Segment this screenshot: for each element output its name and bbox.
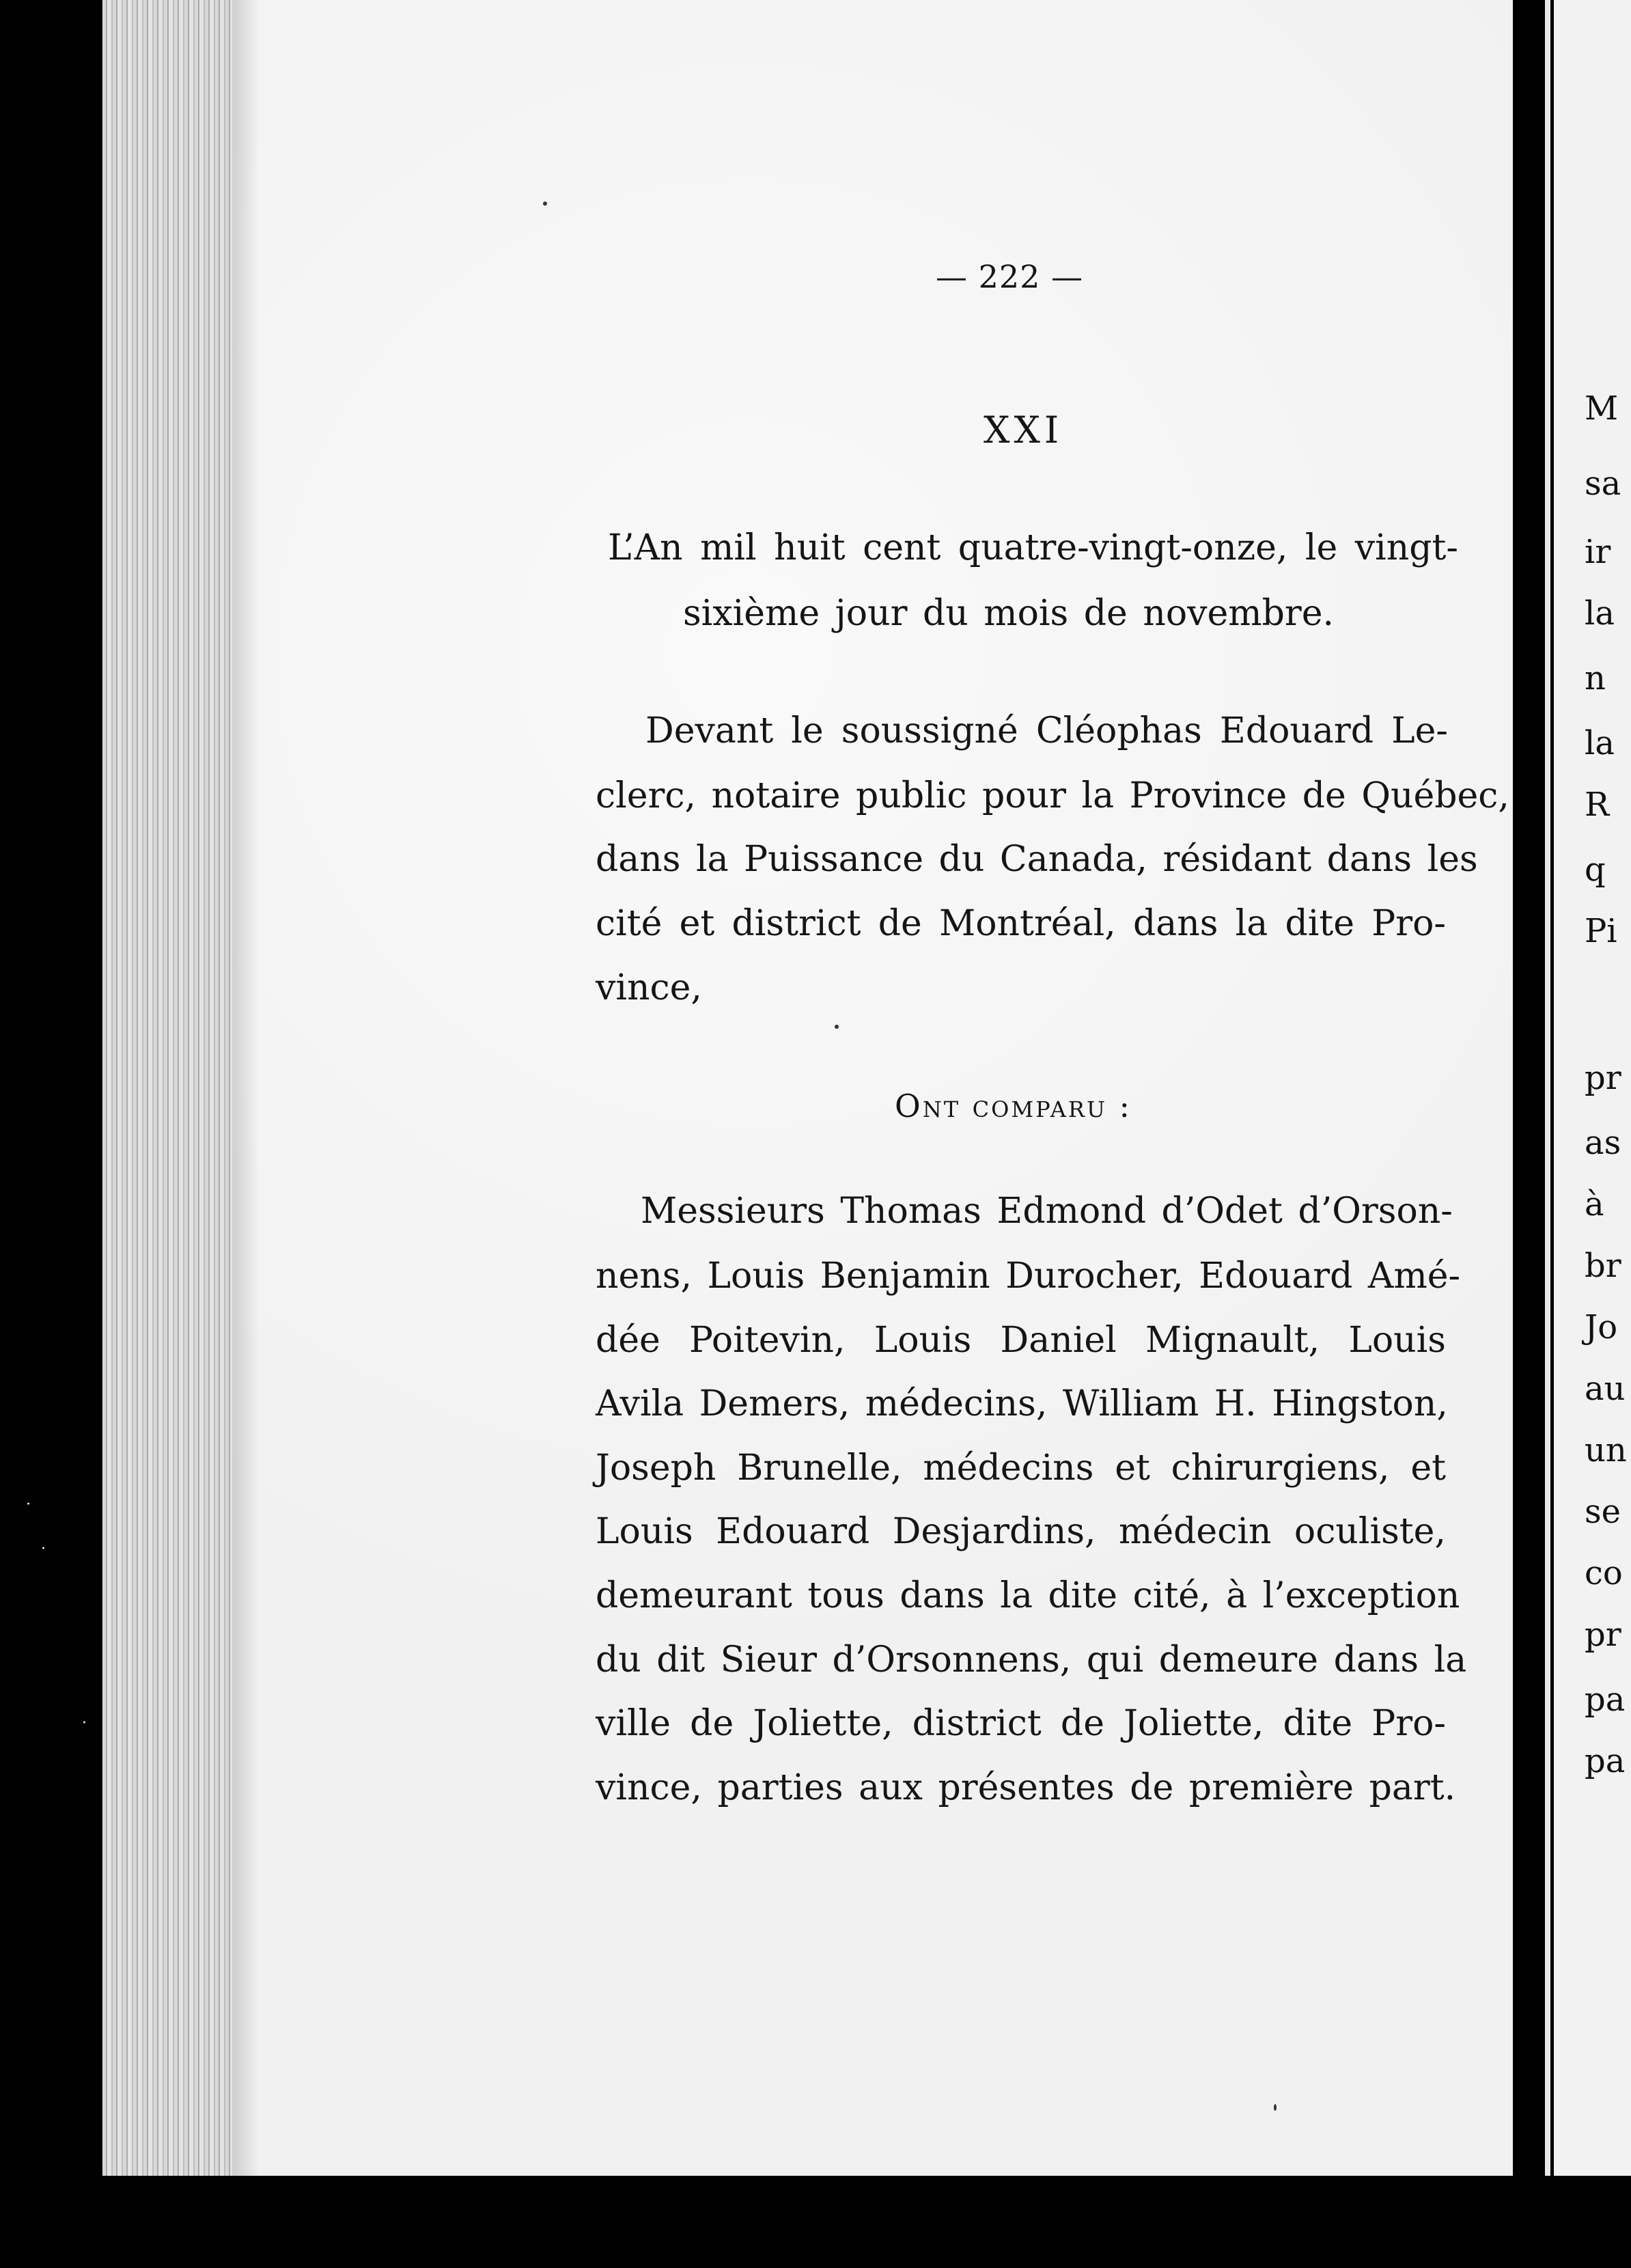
facing-fragment: sa <box>1585 465 1621 503</box>
facing-fragment: pa <box>1585 1681 1626 1719</box>
comparants-line: demeurant tous dans la dite cité, à l’exception <box>596 1575 1460 1616</box>
page-shadow <box>232 0 260 2176</box>
page-edge-stack <box>102 0 246 2176</box>
facing-fragment: un <box>1585 1431 1627 1469</box>
book-page <box>232 0 1527 2176</box>
facing-fragment: pr <box>1585 1059 1621 1097</box>
devant-line: clerc, notaire public pour la Province de Québec, <box>596 775 1509 816</box>
comparants-line: du dit Sieur d’Orsonnens, qui demeure dans la <box>596 1640 1467 1681</box>
facing-fragment: as <box>1585 1124 1621 1162</box>
facing-fragment: la <box>1585 724 1615 762</box>
comparants-line: Louis Edouard Desjardins, médecin oculiste, <box>596 1511 1446 1552</box>
comparants-line: ville de Joliette, district de Joliette, dite Pro- <box>596 1703 1446 1744</box>
paper-speck <box>543 202 547 206</box>
devant-line: Devant le soussigné Cléophas Edouard Le- <box>645 710 1448 751</box>
facing-fragment: br <box>1585 1247 1621 1285</box>
ont-comparu-heading: Ont comparu : <box>895 1088 1132 1124</box>
opening-line: L’An mil huit cent quatre-vingt-onze, le vingt- <box>608 527 1458 568</box>
facing-fragment: au <box>1585 1370 1626 1408</box>
comparants-line: Avila Demers, médecins, William H. Hingston, <box>596 1383 1448 1424</box>
facing-page <box>1554 0 1631 2268</box>
facing-fragment: R <box>1585 786 1610 824</box>
comparants-line: Joseph Brunelle, médecins et chirurgiens, et <box>596 1448 1446 1489</box>
facing-fragment: Jo <box>1585 1308 1618 1346</box>
opening-line: sixième jour du mois de novembre. <box>683 593 1335 634</box>
comparants-line: Messieurs Thomas Edmond d’Odet d’Orson- <box>641 1191 1453 1232</box>
facing-fragment: se <box>1585 1493 1621 1531</box>
facing-fragment: pr <box>1585 1616 1621 1654</box>
facing-fragment: Pi <box>1585 912 1617 950</box>
scan-artifact: · <box>41 1540 46 1558</box>
comparants-line: dée Poitevin, Louis Daniel Mignault, Louis <box>596 1320 1446 1361</box>
facing-fragment: ir <box>1585 533 1611 571</box>
page-number: — 222 — <box>936 258 1084 295</box>
facing-fragment: la <box>1585 594 1615 633</box>
scan-artifact: · <box>26 1496 31 1513</box>
chapter-heading: XXI <box>984 409 1063 452</box>
comparants-line: vince, parties aux présentes de première part. <box>596 1767 1456 1808</box>
facing-fragment: pa <box>1585 1742 1626 1780</box>
paper-speck <box>1274 2104 1277 2111</box>
devant-line: vince, <box>596 967 702 1008</box>
comparants-line: nens, Louis Benjamin Durocher, Edouard Amé- <box>596 1256 1461 1297</box>
facing-fragment: co <box>1585 1554 1623 1592</box>
facing-fragment: n <box>1585 659 1606 697</box>
scan-artifact: · <box>82 1715 87 1732</box>
facing-fragment: q <box>1585 850 1606 889</box>
scan-bottom-band <box>0 2176 1631 2268</box>
devant-line: cité et district de Montréal, dans la dite Pro- <box>596 903 1446 944</box>
facing-fragment: M <box>1585 389 1619 428</box>
devant-line: dans la Puissance du Canada, résidant dans les <box>596 839 1478 880</box>
paper-speck <box>835 1025 839 1029</box>
facing-fragment: à <box>1585 1185 1604 1223</box>
gutter-line <box>1545 0 1550 2268</box>
